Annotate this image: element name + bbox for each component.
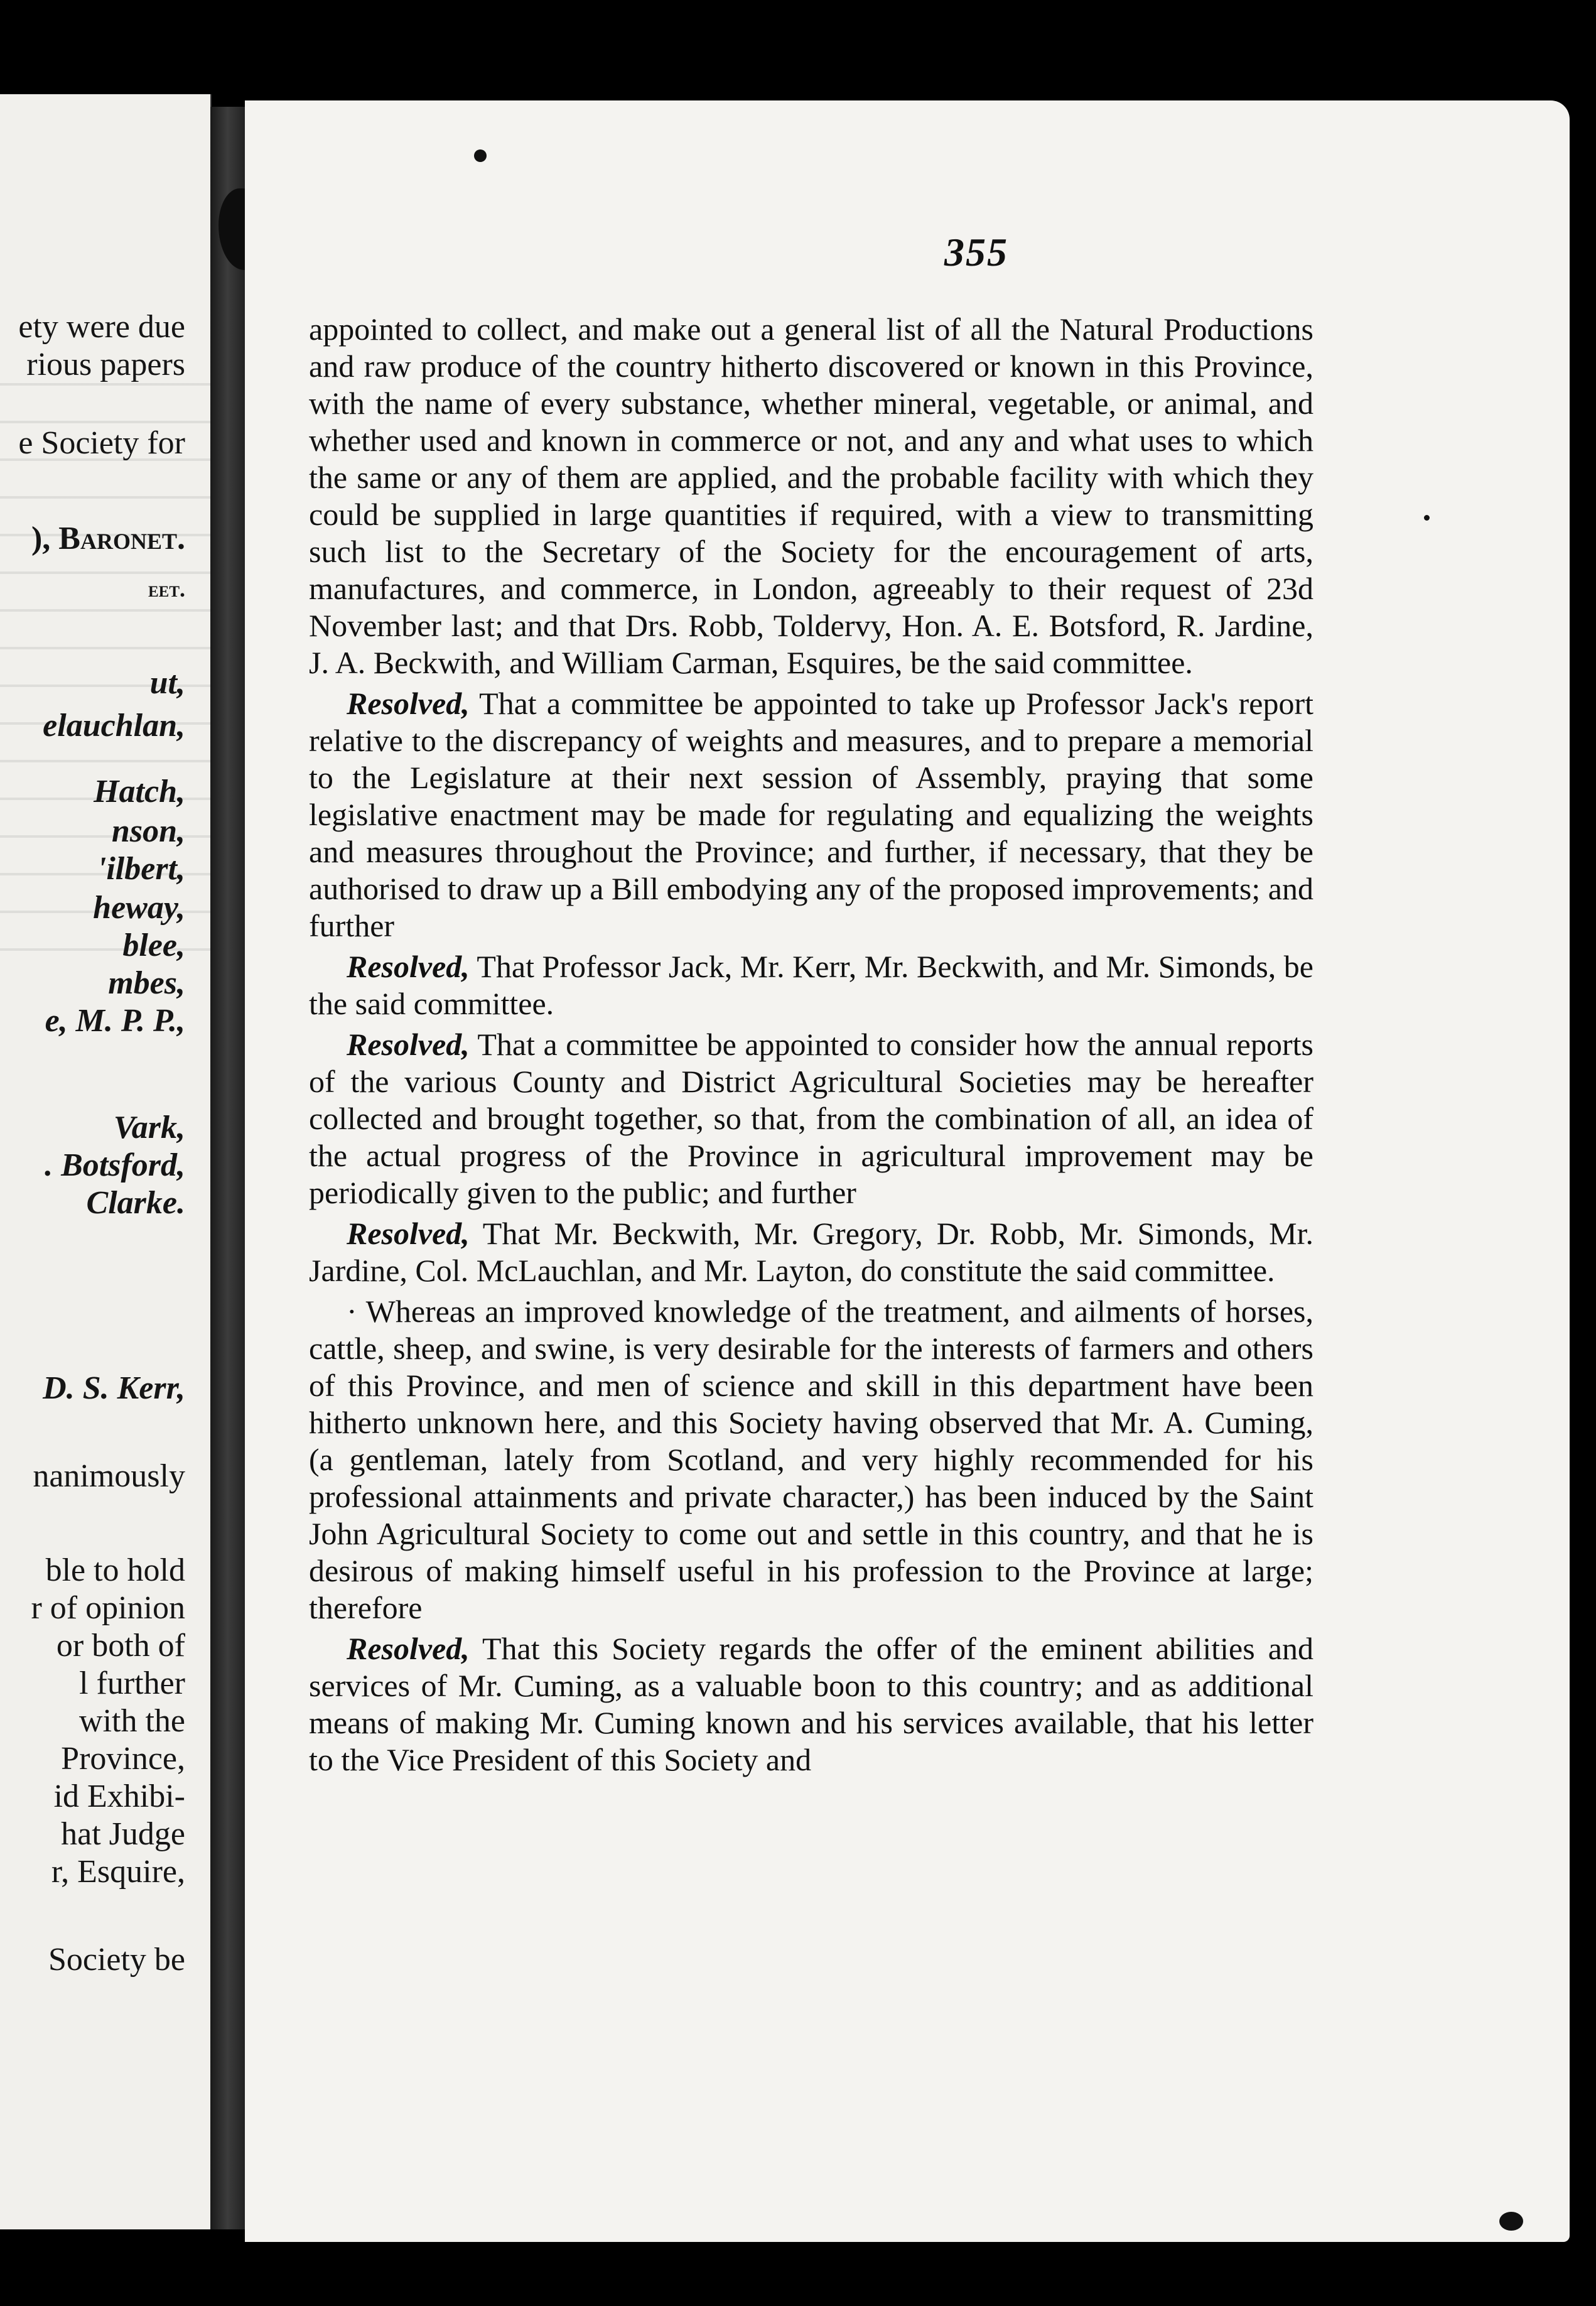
left-line: r, Esquire, — [51, 1854, 185, 1890]
book-page — [245, 100, 1570, 2242]
paragraph — [309, 1293, 1313, 1627]
paragraph-text: · Whereas an improved knowledge of the treatment, and ailments of horses, cattle, sheep, and swine, is very desirable for the interests of farmers and others of this Province, and men of science and skill in this department have been hitherto unknown here, and this Society having observed that Mr. A. Cuming, (a gentleman, lately from Scotland, and very highly recommended for his professional attainments and private character,) has been induced by the Saint John Agricultural Society to come out and settle in this country, and that he is desirous of making himself useful in his profession to the Province at large; therefore — [309, 1294, 1313, 1625]
left-line: Province, — [61, 1741, 185, 1777]
left-line: with the — [79, 1703, 185, 1739]
left-line: eet. — [148, 576, 185, 602]
paragraph — [309, 685, 1313, 945]
paragraph — [309, 1215, 1313, 1289]
paragraph-text: That Professor Jack, Mr. Kerr, Mr. Beckwith, and Mr. Simonds, be the said committee. — [309, 949, 1313, 1021]
left-facing-page — [0, 94, 212, 2229]
left-line: rious papers — [26, 347, 185, 382]
paragraph — [309, 948, 1313, 1022]
paragraph — [309, 1026, 1313, 1211]
left-line: nson, — [111, 813, 185, 849]
left-line: 'ilbert, — [97, 851, 185, 887]
paragraph-text: That Mr. Beckwith, Mr. Gregory, Dr. Robb, Mr. Simonds, Mr. Jardine, Col. McLauchlan, and Mr. Layton, do constitute the said committee. — [309, 1216, 1313, 1288]
resolved-label: Resolved, — [347, 686, 470, 721]
left-line: ), Baronet. — [31, 521, 185, 556]
left-line: Society be — [48, 1942, 185, 1978]
ink-speck — [1424, 515, 1430, 521]
ink-speck — [474, 149, 487, 162]
left-line: l further — [79, 1665, 185, 1701]
left-line: e, M. P. P., — [45, 1003, 185, 1039]
left-line: D. S. Kerr, — [43, 1370, 185, 1406]
resolved-label: Resolved, — [347, 1027, 470, 1062]
resolved-label: Resolved, — [347, 1631, 470, 1666]
left-line: heway, — [93, 890, 185, 926]
paragraph-text: That a committee be appointed to take up Professor Jack's report relative to the discrepancy of weights and measures, and to prepare a memorial to the Legislature at their next session of Assembly, praying that some legislative enactment may be made for regulating and equalizing the weights and measures throughout the Province; and further, if necessary, that they be authorised to draw up a Bill embodying any of the proposed improvements; and further — [309, 686, 1313, 943]
resolved-label: Resolved, — [347, 949, 470, 984]
paragraph — [309, 311, 1313, 681]
page-body — [309, 311, 1313, 1782]
left-line: id Exhibi- — [53, 1778, 185, 1814]
paragraph-text: appointed to collect, and make out a general list of all the Natural Productions and raw produce of the country hitherto discovered or known in this Province, with the name of every substance, whether mineral, vegetable, or animal, and whether used and known in commerce or not, and any and what uses to which the same or any of them are applied, and the probable facility with which they could be supplied in large quantities if required, with a view to transmitting such list to the Secretary of the Society for the encouragement of arts, manufactures, and commerce, in London, agreeably to their request of 23d November last; and that Drs. Robb, Toldervy, Hon. A. E. Botsford, R. Jardine, J. A. Beckwith, and William Carman, Esquires, be the said committee. — [309, 311, 1313, 680]
left-line: Vark, — [113, 1110, 185, 1145]
left-line: mbes, — [108, 965, 185, 1001]
left-line: nanimously — [33, 1458, 185, 1494]
left-line: hat Judge — [61, 1816, 185, 1852]
left-line: elauchlan, — [43, 708, 185, 744]
paragraph-text: That this Society regards the offer of the eminent abilities and services of Mr. Cuming, as a valuable boon to this country; and as additional means of making Mr. Cuming known and his services available, that his letter to the Vice President of this Society and — [309, 1631, 1313, 1777]
left-line: . Botsford, — [45, 1147, 185, 1183]
left-line: ut, — [149, 665, 185, 701]
left-line: or both of — [56, 1628, 185, 1664]
paragraph-text: That a committee be appointed to consider how the annual reports of the various County and District Agricultural Societies may be hereafter collected and brought together, so that, from the combination of all, an idea of the actual progress of the Province in agricultural improvement may be periodically given to the public; and further — [309, 1027, 1313, 1210]
left-line: r of opinion — [31, 1590, 185, 1626]
left-line: blee, — [122, 928, 185, 963]
left-line: ety were due — [18, 309, 185, 345]
left-line: ble to hold — [45, 1552, 185, 1588]
book-gutter — [210, 107, 245, 2229]
resolved-label: Resolved, — [347, 1216, 470, 1251]
left-line: Hatch, — [94, 774, 185, 809]
left-line: e Society for — [18, 425, 185, 461]
paragraph — [309, 1630, 1313, 1778]
left-line: Clarke. — [86, 1185, 185, 1221]
page-number: 355 — [944, 230, 1008, 274]
ink-speck — [1499, 2212, 1523, 2231]
